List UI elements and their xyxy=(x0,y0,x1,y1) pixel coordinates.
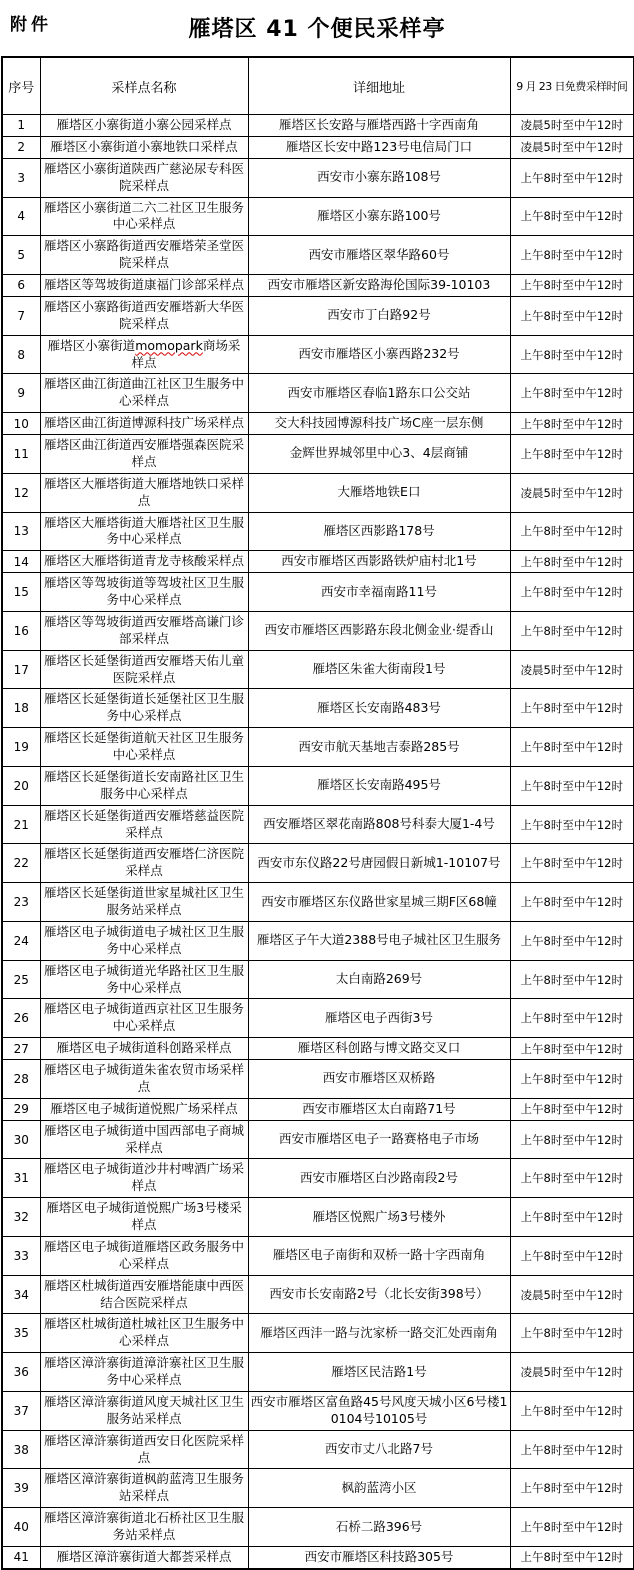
row-number-cell: 6 xyxy=(2,275,40,297)
site-name-cell: 雁塔区漳浒寨街道大都荟采样点 xyxy=(40,1546,248,1568)
time-cell: 凌晨5时至中午12时 xyxy=(510,473,634,512)
time-cell: 上午8时至中午12时 xyxy=(510,766,634,805)
row-number-cell: 31 xyxy=(2,1159,40,1198)
site-name-cell: 雁塔区等驾坡街道西安雁塔高谦门诊部采样点 xyxy=(40,611,248,650)
time-cell: 上午8时至中午12时 xyxy=(510,611,634,650)
table-row xyxy=(2,1353,634,1392)
table-row xyxy=(2,413,634,435)
address-cell: 金辉世界城邻里中心3、4层商铺 xyxy=(248,435,510,474)
site-name-cell: 雁塔区电子城街道沙井村啤酒广场采样点 xyxy=(40,1159,248,1198)
address-cell: 石桥二路396号 xyxy=(248,1508,510,1547)
site-name-cell: 雁塔区杜城街道西安雁塔能康中西医结合医院采样点 xyxy=(40,1275,248,1314)
time-cell: 上午8时至中午12时 xyxy=(510,197,634,236)
site-name-cell: 雁塔区漳浒寨街道风度天城社区卫生服务站采样点 xyxy=(40,1391,248,1430)
header-sample-time: 9 月 23 日免费采样时间 xyxy=(510,57,634,115)
site-name-cell: 雁塔区小寨街道momopark商场采样点 xyxy=(40,335,248,374)
table-row xyxy=(2,1038,634,1060)
row-number-cell: 36 xyxy=(2,1353,40,1392)
time-cell: 上午8时至中午12时 xyxy=(510,1198,634,1237)
table-row xyxy=(2,551,634,573)
row-number-cell: 12 xyxy=(2,473,40,512)
table-row xyxy=(2,236,634,275)
site-name-cell: 雁塔区小寨街道陕西广慈泌尿专科医院采样点 xyxy=(40,158,248,197)
row-number-cell: 16 xyxy=(2,611,40,650)
site-name-cell: 雁塔区小寨路街道西安雁塔新大华医院采样点 xyxy=(40,296,248,335)
site-name-cell: 雁塔区电子城街道朱雀农贸市场采样点 xyxy=(40,1060,248,1099)
address-cell: 雁塔区长安南路483号 xyxy=(248,689,510,728)
site-name-cell: 雁塔区曲江街道西安雁塔强森医院采样点 xyxy=(40,435,248,474)
row-number-cell: 35 xyxy=(2,1314,40,1353)
site-name-cell: 雁塔区漳浒寨街道枫韵蓝湾卫生服务站采样点 xyxy=(40,1469,248,1508)
row-number-cell: 21 xyxy=(2,805,40,844)
address-cell: 西安市雁塔区科技路305号 xyxy=(248,1546,510,1568)
address-cell: 雁塔区悦熙广场3号楼外 xyxy=(248,1198,510,1237)
time-cell: 上午8时至中午12时 xyxy=(510,1060,634,1099)
table-row xyxy=(2,844,634,883)
address-cell: 西安市雁塔区富鱼路45号风度天城小区6号楼10104号10105号 xyxy=(248,1391,510,1430)
site-name-cell: 雁塔区漳浒寨街道北石桥社区卫生服务站采样点 xyxy=(40,1508,248,1547)
table-row xyxy=(2,728,634,767)
row-number-cell: 37 xyxy=(2,1391,40,1430)
site-name-cell: 雁塔区电子城街道雁塔区政务服务中心采样点 xyxy=(40,1236,248,1275)
row-number-cell: 19 xyxy=(2,728,40,767)
row-number-cell: 17 xyxy=(2,650,40,689)
site-name-cell: 雁塔区电子城街道光华路社区卫生服务中心采样点 xyxy=(40,960,248,999)
spellcheck-underlined-text: momopark xyxy=(135,337,203,353)
table-row xyxy=(2,1508,634,1547)
site-name-cell: 雁塔区曲江街道博源科技广场采样点 xyxy=(40,413,248,435)
header-address: 详细地址 xyxy=(248,57,510,115)
address-cell: 西安市幸福南路11号 xyxy=(248,573,510,612)
document-header xyxy=(0,8,634,50)
table-row xyxy=(2,960,634,999)
address-cell: 西安市雁塔区春临1路东口公交站 xyxy=(248,374,510,413)
address-cell: 西安市雁塔区翠华路60号 xyxy=(248,236,510,275)
row-number-cell: 29 xyxy=(2,1098,40,1120)
address-cell: 雁塔区长安南路495号 xyxy=(248,766,510,805)
row-number-cell: 32 xyxy=(2,1198,40,1237)
row-number-cell: 18 xyxy=(2,689,40,728)
address-cell: 西安市雁塔区双桥路 xyxy=(248,1060,510,1099)
row-number-cell: 20 xyxy=(2,766,40,805)
table-row xyxy=(2,158,634,197)
time-cell: 凌晨5时至中午12时 xyxy=(510,650,634,689)
table-row xyxy=(2,374,634,413)
time-cell: 上午8时至中午12时 xyxy=(510,728,634,767)
site-name-cell: 雁塔区等驾坡街道康福门诊部采样点 xyxy=(40,275,248,297)
address-cell: 雁塔区西影路178号 xyxy=(248,512,510,551)
time-cell: 上午8时至中午12时 xyxy=(510,551,634,573)
table-row xyxy=(2,805,634,844)
address-cell: 西安市航天基地吉泰路285号 xyxy=(248,728,510,767)
address-cell: 雁塔区朱雀大街南段1号 xyxy=(248,650,510,689)
time-cell: 上午8时至中午12时 xyxy=(510,689,634,728)
site-name-cell: 雁塔区杜城街道杜城社区卫生服务中心采样点 xyxy=(40,1314,248,1353)
address-cell: 雁塔区小寨东路100号 xyxy=(248,197,510,236)
address-cell: 西安市丁白路92号 xyxy=(248,296,510,335)
time-cell: 上午8时至中午12时 xyxy=(510,883,634,922)
table-row xyxy=(2,999,634,1038)
table-row xyxy=(2,1198,634,1237)
time-cell: 上午8时至中午12时 xyxy=(510,1314,634,1353)
row-number-cell: 3 xyxy=(2,158,40,197)
row-number-cell: 30 xyxy=(2,1120,40,1159)
time-cell: 上午8时至中午12时 xyxy=(510,335,634,374)
sampling-sites-table xyxy=(1,56,634,1570)
time-cell: 凌晨5时至中午12时 xyxy=(510,115,634,137)
time-cell: 上午8时至中午12时 xyxy=(510,1159,634,1198)
time-cell: 上午8时至中午12时 xyxy=(510,512,634,551)
site-name-cell: 雁塔区电子城街道电子城社区卫生服务中心采样点 xyxy=(40,921,248,960)
row-number-cell: 7 xyxy=(2,296,40,335)
row-number-cell: 15 xyxy=(2,573,40,612)
address-cell: 雁塔区电子西街3号 xyxy=(248,999,510,1038)
row-number-cell: 14 xyxy=(2,551,40,573)
row-number-cell: 2 xyxy=(2,136,40,158)
address-cell: 雁塔区电子南街和双桥一路十字西南角 xyxy=(248,1236,510,1275)
time-cell: 上午8时至中午12时 xyxy=(510,1430,634,1469)
time-cell: 上午8时至中午12时 xyxy=(510,844,634,883)
table-row xyxy=(2,573,634,612)
table-row xyxy=(2,1314,634,1353)
time-cell: 上午8时至中午12时 xyxy=(510,1508,634,1547)
time-cell: 上午8时至中午12时 xyxy=(510,1098,634,1120)
row-number-cell: 33 xyxy=(2,1236,40,1275)
site-name-cell: 雁塔区漳浒寨街道漳浒寨社区卫生服务中心采样点 xyxy=(40,1353,248,1392)
row-number-cell: 40 xyxy=(2,1508,40,1547)
table-body xyxy=(2,115,634,1569)
address-cell: 西安市雁塔区白沙路南段2号 xyxy=(248,1159,510,1198)
time-cell: 上午8时至中午12时 xyxy=(510,275,634,297)
time-cell: 上午8时至中午12时 xyxy=(510,1546,634,1568)
time-cell: 上午8时至中午12时 xyxy=(510,296,634,335)
row-number-cell: 34 xyxy=(2,1275,40,1314)
address-cell: 西安市雁塔区太白南路71号 xyxy=(248,1098,510,1120)
address-cell: 西安市雁塔区东仪路世家星城三期F区68幢 xyxy=(248,883,510,922)
table-row xyxy=(2,1098,634,1120)
site-name-cell: 雁塔区电子城街道悦熙广场采样点 xyxy=(40,1098,248,1120)
time-cell: 上午8时至中午12时 xyxy=(510,960,634,999)
time-cell: 上午8时至中午12时 xyxy=(510,158,634,197)
row-number-cell: 25 xyxy=(2,960,40,999)
row-number-cell: 27 xyxy=(2,1038,40,1060)
address-cell: 西安市雁塔区西影路铁炉庙村北1号 xyxy=(248,551,510,573)
address-cell: 西安市小寨东路108号 xyxy=(248,158,510,197)
table-row xyxy=(2,689,634,728)
address-cell: 雁塔区西沣一路与沈家桥一路交汇处西南角 xyxy=(248,1314,510,1353)
table-row xyxy=(2,197,634,236)
table-row xyxy=(2,883,634,922)
site-name-cell: 雁塔区电子城街道中国西部电子商城采样点 xyxy=(40,1120,248,1159)
row-number-cell: 26 xyxy=(2,999,40,1038)
row-number-cell: 39 xyxy=(2,1469,40,1508)
address-cell: 雁塔区长安路与雁塔西路十字西南角 xyxy=(248,115,510,137)
table-row xyxy=(2,1469,634,1508)
site-name-cell: 雁塔区长延堡街道长安南路社区卫生服务中心采样点 xyxy=(40,766,248,805)
time-cell: 上午8时至中午12时 xyxy=(510,573,634,612)
address-cell: 雁塔区民洁路1号 xyxy=(248,1353,510,1392)
table-row xyxy=(2,766,634,805)
site-name-cell: 雁塔区长延堡街道西安雁塔天佑儿童医院采样点 xyxy=(40,650,248,689)
row-number-cell: 4 xyxy=(2,197,40,236)
row-number-cell: 11 xyxy=(2,435,40,474)
address-cell: 雁塔区科创路与博文路交叉口 xyxy=(248,1038,510,1060)
row-number-cell: 13 xyxy=(2,512,40,551)
row-number-cell: 5 xyxy=(2,236,40,275)
row-number-cell: 24 xyxy=(2,921,40,960)
site-name-cell: 雁塔区小寨街道小寨公园采样点 xyxy=(40,115,248,137)
site-name-cell: 雁塔区电子城街道西京社区卫生服务中心采样点 xyxy=(40,999,248,1038)
site-name-cell: 雁塔区电子城街道科创路采样点 xyxy=(40,1038,248,1060)
time-cell: 上午8时至中午12时 xyxy=(510,1236,634,1275)
attachment-label: 附件 xyxy=(10,15,52,35)
time-cell: 上午8时至中午12时 xyxy=(510,435,634,474)
address-cell: 交大科技园博源科技广场C座一层东侧 xyxy=(248,413,510,435)
site-name-cell: 雁塔区长延堡街道世家星城社区卫生服务站采样点 xyxy=(40,883,248,922)
site-name-cell: 雁塔区长延堡街道航天社区卫生服务中心采样点 xyxy=(40,728,248,767)
site-name-cell: 雁塔区长延堡街道长延堡社区卫生服务中心采样点 xyxy=(40,689,248,728)
address-cell: 枫韵蓝湾小区 xyxy=(248,1469,510,1508)
table-row xyxy=(2,1120,634,1159)
table-row xyxy=(2,136,634,158)
site-name-cell: 雁塔区小寨街道小寨地铁口采样点 xyxy=(40,136,248,158)
table-row xyxy=(2,1391,634,1430)
table-row xyxy=(2,611,634,650)
time-cell: 凌晨5时至中午12时 xyxy=(510,1275,634,1314)
site-name-cell: 雁塔区等驾坡街道等驾坡社区卫生服务中心采样点 xyxy=(40,573,248,612)
site-name-cell: 雁塔区电子城街道悦熙广场3号楼采样点 xyxy=(40,1198,248,1237)
row-number-cell: 22 xyxy=(2,844,40,883)
address-cell: 雁塔区长安中路123号电信局门口 xyxy=(248,136,510,158)
row-number-cell: 28 xyxy=(2,1060,40,1099)
site-name-cell: 雁塔区小寨路街道西安雁塔荣圣堂医院采样点 xyxy=(40,236,248,275)
site-name-cell: 雁塔区大雁塔街道大雁塔社区卫生服务中心采样点 xyxy=(40,512,248,551)
row-number-cell: 9 xyxy=(2,374,40,413)
table-row xyxy=(2,1060,634,1099)
table-row xyxy=(2,435,634,474)
time-cell: 上午8时至中午12时 xyxy=(510,413,634,435)
site-name-cell: 雁塔区小寨街道二六二社区卫生服务中心采样点 xyxy=(40,197,248,236)
site-name-cell: 雁塔区漳浒寨街道西安日化医院采样点 xyxy=(40,1430,248,1469)
address-cell: 西安市丈八北路7号 xyxy=(248,1430,510,1469)
address-cell: 西安雁塔区翠花南路808号科泰大厦1-4号 xyxy=(248,805,510,844)
time-cell: 上午8时至中午12时 xyxy=(510,1469,634,1508)
table-row xyxy=(2,921,634,960)
time-cell: 上午8时至中午12时 xyxy=(510,1038,634,1060)
table-row xyxy=(2,1430,634,1469)
table-row xyxy=(2,1236,634,1275)
table-row xyxy=(2,1275,634,1314)
row-number-cell: 1 xyxy=(2,115,40,137)
site-name-cell: 雁塔区大雁塔街道大雁塔地铁口采样点 xyxy=(40,473,248,512)
time-cell: 上午8时至中午12时 xyxy=(510,236,634,275)
table-row xyxy=(2,473,634,512)
time-cell: 凌晨5时至中午12时 xyxy=(510,136,634,158)
table-row xyxy=(2,1546,634,1568)
time-cell: 上午8时至中午12时 xyxy=(510,805,634,844)
address-cell: 大雁塔地铁E口 xyxy=(248,473,510,512)
time-cell: 凌晨5时至中午12时 xyxy=(510,1353,634,1392)
time-cell: 上午8时至中午12时 xyxy=(510,921,634,960)
address-cell: 太白南路269号 xyxy=(248,960,510,999)
address-cell: 西安市东仪路22号唐园假日新城1-10107号 xyxy=(248,844,510,883)
site-name-cell: 雁塔区大雁塔街道青龙寺核酸采样点 xyxy=(40,551,248,573)
address-cell: 雁塔区子午大道2388号电子城社区卫生服务 xyxy=(248,921,510,960)
row-number-cell: 23 xyxy=(2,883,40,922)
site-name-cell: 雁塔区曲江街道曲江社区卫生服务中心采样点 xyxy=(40,374,248,413)
table-row xyxy=(2,512,634,551)
address-cell: 西安市长安南路2号（北长安街398号） xyxy=(248,1275,510,1314)
address-cell: 西安市雁塔区小寨西路232号 xyxy=(248,335,510,374)
table-row xyxy=(2,650,634,689)
site-name-cell: 雁塔区长延堡街道西安雁塔仁济医院采样点 xyxy=(40,844,248,883)
header-site-name: 采样点名称 xyxy=(40,57,248,115)
page-title: 雁塔区 41 个便民采样亭 xyxy=(188,17,446,42)
header-row-number: 序号 xyxy=(2,57,40,115)
time-cell: 上午8时至中午12时 xyxy=(510,374,634,413)
address-cell: 西安市雁塔区电子一路赛格电子市场 xyxy=(248,1120,510,1159)
table-row xyxy=(2,115,634,137)
row-number-cell: 8 xyxy=(2,335,40,374)
address-cell: 西安市雁塔区新安路海伦国际39-10103 xyxy=(248,275,510,297)
row-number-cell: 10 xyxy=(2,413,40,435)
table-row xyxy=(2,1159,634,1198)
address-cell: 西安市雁塔区西影路东段北侧金业·缇香山 xyxy=(248,611,510,650)
row-number-cell: 41 xyxy=(2,1546,40,1568)
table-row xyxy=(2,296,634,335)
table-row xyxy=(2,335,634,374)
time-cell: 上午8时至中午12时 xyxy=(510,1120,634,1159)
time-cell: 上午8时至中午12时 xyxy=(510,1391,634,1430)
row-number-cell: 38 xyxy=(2,1430,40,1469)
time-cell: 上午8时至中午12时 xyxy=(510,999,634,1038)
table-header-row xyxy=(2,57,634,115)
site-name-cell: 雁塔区长延堡街道西安雁塔慈益医院采样点 xyxy=(40,805,248,844)
table-row xyxy=(2,275,634,297)
